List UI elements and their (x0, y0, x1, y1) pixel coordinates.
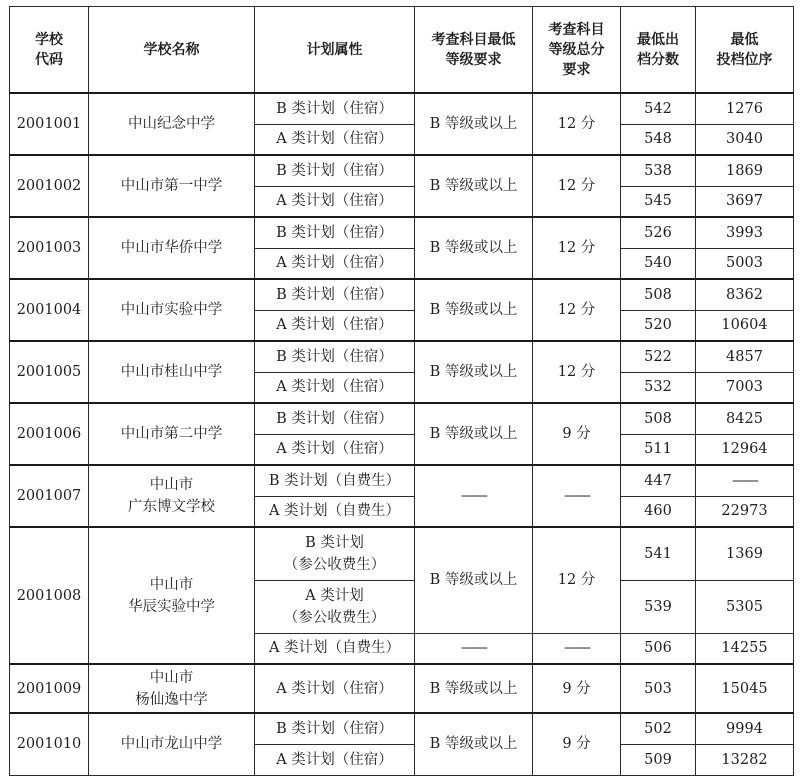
min-rank: 1869 (696, 155, 794, 186)
school-name (89, 713, 255, 775)
min-rank: 9994 (696, 713, 794, 744)
table-row (10, 93, 794, 124)
grade-total: 12 分 (533, 93, 621, 155)
school-name-text: 中山市桂山中学 (120, 364, 223, 380)
school-name-text: 中山市第二中学 (120, 426, 223, 442)
min-score: 460 (621, 496, 696, 527)
admission-table (9, 6, 794, 776)
school-code: 2001010 (10, 713, 89, 775)
subject-requirement: B 等级或以上 (415, 527, 533, 633)
school-name-text: 中山市龙山中学 (120, 736, 223, 753)
plan-type-text: B 类计划（自费生） (268, 472, 401, 489)
plan-type-text: A 类计划 (305, 587, 364, 604)
school-name-text: 中山市 (149, 669, 194, 686)
plan-type (255, 372, 415, 403)
header-subject-requirement: 考查科目最低 等级要求 (415, 7, 533, 94)
plan-type (255, 744, 415, 775)
school-name-text: 杨仙逸中学 (135, 691, 208, 708)
school-name (89, 279, 255, 341)
school-name (89, 527, 255, 664)
min-score: 539 (621, 580, 696, 633)
school-name-text: 中山市华侨中学 (120, 240, 223, 256)
school-name (89, 217, 255, 279)
school-code: 2001006 (10, 403, 89, 465)
plan-type (255, 713, 415, 744)
plan-type-text: B 类计划（住宿） (276, 348, 393, 365)
plan-type (255, 124, 415, 155)
plan-type (255, 217, 415, 248)
grade-total: —— (533, 633, 621, 664)
subject-requirement: B 等级或以上 (415, 341, 533, 403)
plan-type (255, 310, 415, 341)
plan-type-text: A 类计划（住宿） (276, 317, 393, 334)
min-rank: 13282 (696, 744, 794, 775)
min-rank: 4857 (696, 341, 794, 372)
school-name (89, 341, 255, 403)
school-code: 2001003 (10, 217, 89, 279)
plan-type-text: A 类计划（住宿） (276, 255, 393, 272)
min-rank: 10604 (696, 310, 794, 341)
plan-type (255, 341, 415, 372)
subject-requirement: —— (415, 465, 533, 527)
grade-total: 12 分 (533, 279, 621, 341)
min-score: 503 (621, 664, 696, 713)
school-name (89, 465, 255, 527)
school-name-text: 中山市第一中学 (120, 178, 223, 194)
school-code: 2001002 (10, 155, 89, 217)
table-row (10, 403, 794, 434)
min-score: 545 (621, 186, 696, 217)
plan-type-text: B 类计划（住宿） (276, 720, 393, 737)
min-rank: 8362 (696, 279, 794, 310)
plan-type (255, 633, 415, 664)
plan-type-text: B 类计划（住宿） (276, 100, 393, 117)
school-code: 2001001 (10, 93, 89, 155)
school-name-text: 中山市 (149, 477, 194, 493)
table-row (10, 217, 794, 248)
plan-type-text: B 类计划（住宿） (276, 162, 393, 179)
subject-requirement: —— (415, 633, 533, 664)
plan-type (255, 527, 415, 580)
header-row (10, 7, 794, 94)
plan-type (255, 434, 415, 465)
plan-type (255, 465, 415, 496)
plan-type-text: A 类计划（住宿） (276, 751, 393, 768)
table-row (10, 664, 794, 713)
plan-type-text: A 类计划（住宿） (276, 441, 393, 458)
school-code: 2001005 (10, 341, 89, 403)
subject-requirement: B 等级或以上 (415, 217, 533, 279)
min-score: 542 (621, 93, 696, 124)
grade-total: 12 分 (533, 155, 621, 217)
min-rank: 1276 (696, 93, 794, 124)
header-name: 学校名称 (89, 7, 255, 94)
min-rank: 8425 (696, 403, 794, 434)
table-row (10, 279, 794, 310)
school-name (89, 155, 255, 217)
min-rank: 15045 (696, 664, 794, 713)
min-score: 538 (621, 155, 696, 186)
plan-type-text: （参公收费生） (283, 609, 386, 626)
table-row (10, 713, 794, 744)
min-rank: 1369 (696, 527, 794, 580)
min-score: 540 (621, 248, 696, 279)
min-rank: 3040 (696, 124, 794, 155)
plan-type-text: B 类计划（住宿） (276, 286, 393, 303)
min-rank: 3697 (696, 186, 794, 217)
plan-type-text: A 类计划（自费生） (268, 640, 401, 657)
min-score: 508 (621, 403, 696, 434)
grade-total: 12 分 (533, 527, 621, 633)
subject-requirement: B 等级或以上 (415, 93, 533, 155)
plan-type (255, 664, 415, 713)
header-plan: 计划属性 (255, 7, 415, 94)
plan-type (255, 155, 415, 186)
min-score: 532 (621, 372, 696, 403)
table-body (10, 93, 794, 775)
school-code: 2001009 (10, 664, 89, 713)
min-score: 508 (621, 279, 696, 310)
header-code: 学校 代码 (10, 7, 89, 94)
plan-type (255, 93, 415, 124)
min-rank: 5003 (696, 248, 794, 279)
grade-total: —— (533, 465, 621, 527)
plan-type (255, 248, 415, 279)
min-score: 520 (621, 310, 696, 341)
plan-type (255, 580, 415, 633)
school-code: 2001004 (10, 279, 89, 341)
min-rank: 3993 (696, 217, 794, 248)
min-rank: 7003 (696, 372, 794, 403)
grade-total: 12 分 (533, 341, 621, 403)
min-score: 526 (621, 217, 696, 248)
min-score: 447 (621, 465, 696, 496)
grade-total: 12 分 (533, 217, 621, 279)
school-name (89, 403, 255, 465)
header-min-rank: 最低 投档位序 (696, 7, 794, 94)
min-rank: 5305 (696, 580, 794, 633)
min-rank: 22973 (696, 496, 794, 527)
school-code: 2001007 (10, 465, 89, 527)
plan-type-text: A 类计划（自费生） (268, 503, 401, 520)
min-score: 522 (621, 341, 696, 372)
table-row (10, 341, 794, 372)
min-rank: 12964 (696, 434, 794, 465)
school-name-text: 中山市 (149, 576, 194, 593)
school-name-text: 中山纪念中学 (128, 116, 215, 132)
plan-type (255, 186, 415, 217)
school-name-text: 广东博文学校 (128, 499, 215, 515)
min-score: 511 (621, 434, 696, 465)
subject-requirement: B 等级或以上 (415, 664, 533, 713)
subject-requirement: B 等级或以上 (415, 403, 533, 465)
school-name-text: 华辰实验中学 (128, 598, 215, 615)
min-score: 548 (621, 124, 696, 155)
subject-requirement: B 等级或以上 (415, 713, 533, 775)
grade-total: 9 分 (533, 664, 621, 713)
min-score: 541 (621, 527, 696, 580)
plan-type-text: A 类计划（住宿） (276, 193, 393, 210)
min-score: 509 (621, 744, 696, 775)
header-grade-total: 考查科目 等级总分 要求 (533, 7, 621, 94)
subject-requirement: B 等级或以上 (415, 155, 533, 217)
plan-type (255, 279, 415, 310)
school-name (89, 664, 255, 713)
min-score: 506 (621, 633, 696, 664)
plan-type-text: （参公收费生） (283, 556, 386, 573)
plan-type-text: A 类计划（住宿） (276, 680, 393, 697)
grade-total: 9 分 (533, 403, 621, 465)
plan-type-text: B 类计划（住宿） (276, 224, 393, 241)
table-row (10, 465, 794, 496)
grade-total: 9 分 (533, 713, 621, 775)
table-row (10, 155, 794, 186)
plan-type (255, 496, 415, 527)
school-name (89, 93, 255, 155)
plan-type (255, 403, 415, 434)
min-score: 502 (621, 713, 696, 744)
subject-requirement: B 等级或以上 (415, 279, 533, 341)
header-min-score: 最低出 档分数 (621, 7, 696, 94)
min-rank: 14255 (696, 633, 794, 664)
plan-type-text: B 类计划 (305, 534, 364, 551)
min-rank: —— (696, 465, 794, 496)
plan-type-text: B 类计划（住宿） (276, 410, 393, 427)
plan-type-text: A 类计划（住宿） (276, 379, 393, 396)
school-name-text: 中山市实验中学 (120, 302, 223, 318)
table-row (10, 527, 794, 580)
plan-type-text: A 类计划（住宿） (276, 131, 393, 148)
school-code: 2001008 (10, 527, 89, 664)
